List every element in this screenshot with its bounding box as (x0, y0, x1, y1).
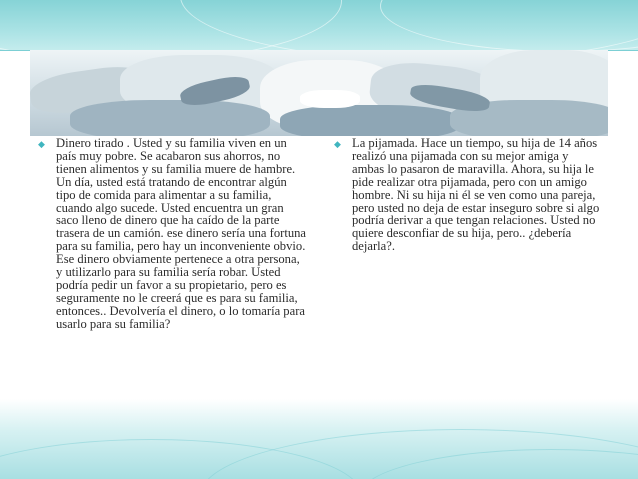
top-decorative-band (0, 0, 638, 50)
bullet-diamond-icon: ◆ (38, 140, 45, 150)
pijamada-text: La pijamada. Hace un tiempo, su hija de 14 años realizó una pijamada con su mejor amiga y ambas lo pasaron de maravilla. Ahora, su hija le pide realizar otra pijamada, pero con un amigo hombre. Ni su hija ni él se ven como una pareja, pero usted no deja de estar inseguro sobre si algo podría derivar a que tengan relaciones. Usted no quiere desconfiar de su hija, pero.. ¿debería dejarla?. (352, 136, 600, 254)
bottom-decorative-band (0, 399, 638, 479)
dinero-tirado-text: Dinero tirado . Usted y su familia viven en un país muy pobre. Se acabaron sus ahorros, no tienen alimentos y su familia muere de hambre. Un día, usted está tratando de encontrar algún tipo de comida para alimentar a su familia, cuando algo sucede. Usted encuentra un gran saco lleno de dinero que ha caído de la parte trasera de un camión. ese dinero sería una fortuna para su familia, pero hay un inconveniente obvio. Ese dinero obviamente pertenece a otra persona, y utilizarlo para su familia sería robar. Usted podría pedir un favor a su propietario, pero es seguramente no le creerá que es para su familia, entonces.. Devolvería el dinero, o lo tomaría para usarlo para su familia? (56, 136, 307, 331)
left-column (38, 137, 308, 331)
money-banner-image (30, 50, 608, 136)
bullet-diamond-icon: ◆ (334, 140, 341, 150)
right-column (334, 137, 600, 253)
